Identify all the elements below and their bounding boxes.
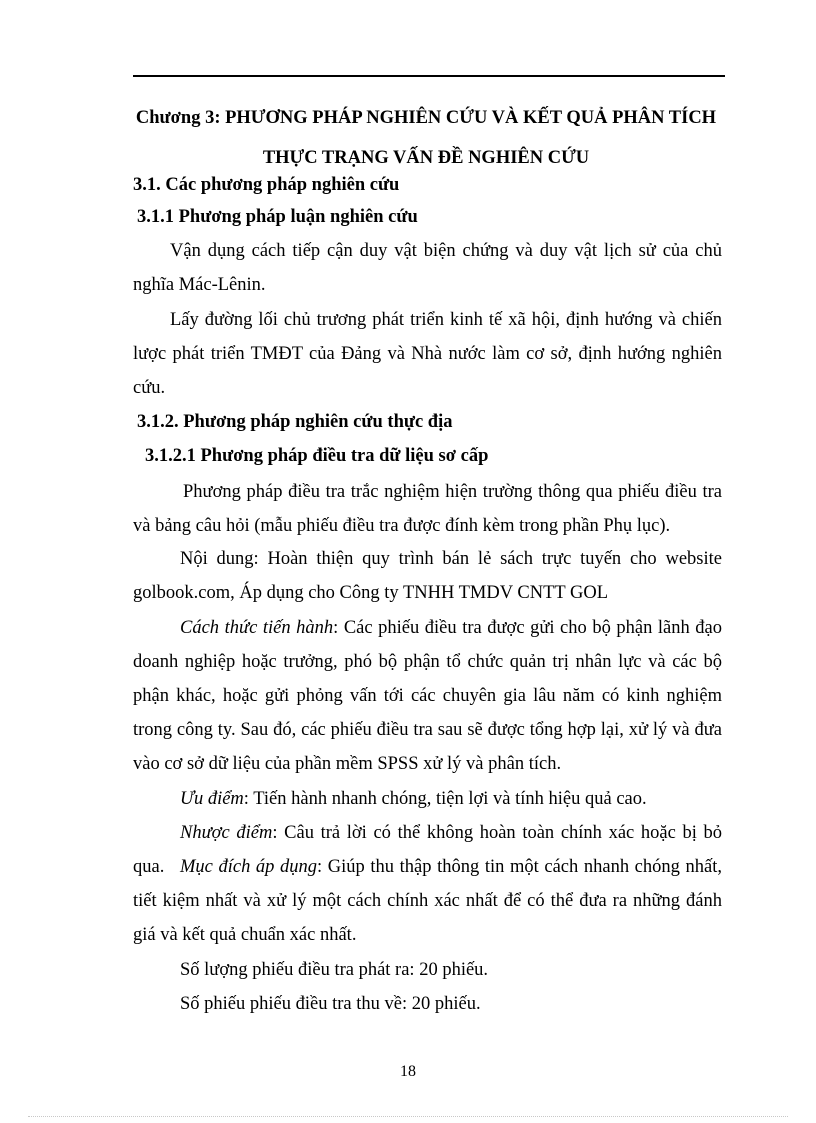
paragraph-collected-count: Số phiếu phiếu điều tra thu về: 20 phiếu. bbox=[180, 994, 481, 1014]
label-procedure: Cách thức tiến hành bbox=[180, 618, 334, 638]
heading-3-1-1: 3.1.1 Phương pháp luận nghiên cứu bbox=[137, 207, 418, 227]
paragraph-distributed-count: Số lượng phiếu điều tra phát ra: 20 phiếu. bbox=[180, 960, 489, 980]
header-rule bbox=[133, 75, 725, 77]
text-disadvantages: : Câu trả lời có thể không hoàn toàn chính xác hoặc bị bỏ qua. bbox=[133, 823, 722, 877]
paragraph-survey-method: Phương pháp điều tra trắc nghiệm hiện trường thông qua phiếu điều tra và bảng câu hỏi (mẫu phiếu điều tra được đính kèm trong phần Phụ lục). bbox=[133, 482, 722, 536]
paragraph-advantages bbox=[133, 782, 722, 816]
label-purpose: Mục đích áp dụng bbox=[180, 857, 318, 877]
page-bottom-edge bbox=[28, 1116, 788, 1117]
text-advantages: : Tiến hành nhanh chóng, tiện lợi và tính hiệu quả cao. bbox=[243, 789, 647, 809]
text-procedure: : Các phiếu điều tra được gửi cho bộ phận lãnh đạo doanh nghiệp hoặc trưởng, phó bộ phận tổ chức quản trị nhân lực và các bộ phận khác, hoặc gửi phỏng vấn tới các chuyên gia lâu năm có kinh nghiệm trong công ty. Sau đó, các phiếu điều tra sau sẽ được tổng hợp lại, xử lý và đưa vào cơ sở dữ liệu của phần mềm SPSS xử lý và phân tích. bbox=[133, 618, 722, 774]
chapter-title bbox=[120, 98, 732, 178]
paragraph-content: Nội dung: Hoàn thiện quy trình bán lẻ sách trực tuyến cho website golbook.com, Áp dụng cho Công ty TNHH TMDV CNTT GOL bbox=[133, 549, 722, 603]
heading-3-1-2-1: 3.1.2.1 Phương pháp điều tra dữ liệu sơ cấp bbox=[145, 446, 489, 466]
paragraph-purpose bbox=[133, 850, 722, 952]
text-purpose: : Giúp thu thập thông tin một cách nhanh chóng nhất, tiết kiệm nhất và xử lý một cách chính xác nhất để có thể đưa ra những đánh giá và kết quả chuẩn xác nhất. bbox=[133, 857, 722, 945]
label-advantages: Ưu điểm bbox=[180, 789, 244, 809]
page-number: 18 bbox=[400, 1063, 416, 1080]
chapter-title-line-1: Chương 3: PHƯƠNG PHÁP NGHIÊN CỨU VÀ KẾT QUẢ PHÂN TÍCH bbox=[135, 108, 717, 128]
heading-3-1: 3.1. Các phương pháp nghiên cứu bbox=[133, 175, 400, 195]
label-disadvantages: Nhược điểm bbox=[180, 823, 273, 843]
chapter-title-line-2: THỰC TRẠNG VẤN ĐỀ NGHIÊN CỨU bbox=[262, 148, 590, 168]
paragraph-procedure bbox=[133, 611, 722, 781]
heading-3-1-2: 3.1.2. Phương pháp nghiên cứu thực địa bbox=[137, 412, 453, 432]
paragraph-party-guidelines: Lấy đường lối chủ trương phát triển kinh tế xã hội, định hướng và chiến lược phát triển TMĐT của Đảng và Nhà nước làm cơ sở, định hướng nghiên cứu. bbox=[133, 310, 722, 398]
paragraph-dialectical-approach: Vận dụng cách tiếp cận duy vật biện chứng và duy vật lịch sử của chủ nghĩa Mác-Lênin. bbox=[133, 241, 722, 295]
